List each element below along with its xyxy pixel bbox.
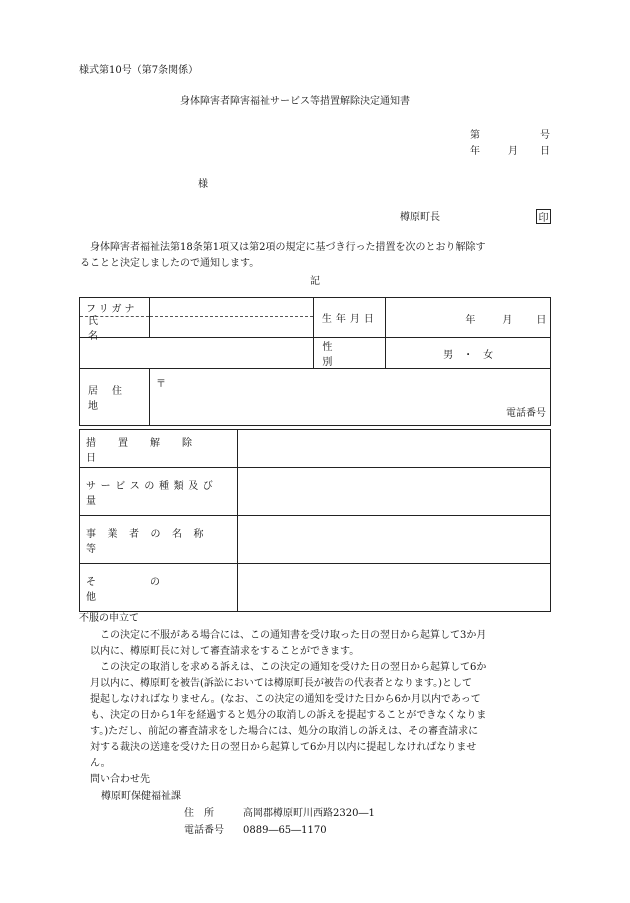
sex-value-cell[interactable]	[386, 338, 551, 369]
other-label-cell	[80, 564, 238, 612]
birth-day-label: 日	[536, 315, 547, 326]
intro-line-1: 身体障害者福祉法第18条第1項又は第2項の規定に基づき行った措置を次のとおり解除す	[90, 242, 486, 253]
date-year: 年	[470, 146, 480, 157]
doc-number-prefix: 第	[470, 130, 480, 141]
birth-year-label: 年	[465, 315, 476, 326]
objection-p2-line1: この決定の取消しを求める訴えは、この決定の通知を受けた日の翌日から起算して6か	[100, 662, 487, 673]
sex-options: 男 ・ 女	[443, 349, 494, 361]
address-label: 居住地	[88, 386, 136, 412]
objection-p2-line7: ん。	[90, 758, 111, 769]
other-field[interactable]	[237, 564, 550, 612]
objection-heading: 不服の申立て	[79, 613, 139, 624]
sex-label-cell	[314, 338, 386, 369]
phone-label: 電話番号	[506, 408, 546, 419]
contact-heading: 問い合わせ先	[90, 774, 150, 785]
date-day: 日	[540, 146, 550, 157]
form-number: 様式第10号（第7条関係）	[79, 65, 199, 76]
name-label-cell	[80, 298, 150, 342]
birth-month-label: 月	[502, 315, 513, 326]
name-bottom-spacer	[80, 338, 314, 369]
address-value-cell[interactable]	[149, 369, 550, 426]
objection-p2-line4: も、決定の日から1年を経過すると処分の取消しの訴えを提起することができなくなりま	[90, 710, 487, 721]
recipient-info-table	[79, 297, 551, 426]
contact-department: 樽原町保健福祉課	[101, 791, 181, 802]
name-label: 氏名	[88, 316, 128, 342]
date-month: 月	[508, 146, 518, 157]
contact-address: 高岡郡樽原町川西路2320―1	[243, 808, 375, 819]
provider-name-field[interactable]	[237, 516, 550, 564]
address-label-cell	[80, 369, 150, 426]
furigana-field[interactable]	[150, 298, 313, 317]
birthdate-label-cell	[314, 298, 386, 338]
service-type-label: サービスの種類及び量	[86, 480, 218, 507]
document-number	[470, 129, 550, 143]
name-field[interactable]	[150, 317, 313, 337]
objection-p1-line2: 以内に、樽原町長に対して審査請求をすることができます。	[90, 646, 360, 657]
ki-mark: 記	[310, 276, 320, 287]
contact-phone: 0889―65―1170	[243, 825, 327, 836]
birthdate-value-cell[interactable]	[386, 298, 551, 338]
release-date-label: 措置解除日	[86, 437, 214, 464]
objection-p1-line1: この決定に不服がある場合には、この通知書を受け取った日の翌日から起算して3か月	[100, 630, 487, 641]
issuer: 樽原町長	[400, 212, 440, 223]
release-date-label-cell	[80, 430, 238, 468]
objection-p2-line5: す。)ただし、前記の審査請求をした場合には、処分の取消しの訴えは、その審査請求に	[90, 726, 479, 737]
doc-number-suffix: 号	[540, 130, 550, 141]
service-type-field[interactable]	[237, 468, 550, 516]
contact-phone-label: 電話番号	[184, 825, 224, 836]
measure-details-table	[79, 429, 551, 612]
contact-address-label: 住 所	[184, 808, 214, 819]
furigana-label: フリガナ	[86, 303, 138, 315]
objection-p2-line3: 提起しなければなりません。(なお、この決定の通知を受けた日から6か月以内であって	[90, 694, 481, 705]
intro-line-2: ることと決定しましたので通知します。	[80, 258, 260, 269]
provider-name-label-cell	[80, 516, 238, 564]
document-title: 身体障害者障害福祉サービス等措置解除決定通知書	[180, 96, 410, 107]
seal-mark: 印	[536, 209, 551, 224]
recipient-suffix: 様	[198, 179, 208, 190]
service-type-label-cell	[80, 468, 238, 516]
birthdate-label: 生年月日	[321, 314, 378, 325]
release-date-field[interactable]	[237, 430, 550, 468]
objection-p2-line6: 対する裁決の送達を受けた日の翌日から起算して6か月以内に提起しなければなりませ	[90, 742, 477, 753]
provider-name-label: 事業者の名称等	[86, 528, 215, 555]
name-value-cell	[149, 298, 313, 338]
sex-label: 性別	[322, 342, 363, 368]
postal-mark: 〒	[155, 379, 166, 390]
objection-p2-line2: 月以内に、樽原町を被告(訴訟においては樽原町長が被告の代表者となります。)として	[90, 678, 473, 689]
other-label: その他	[86, 576, 214, 603]
